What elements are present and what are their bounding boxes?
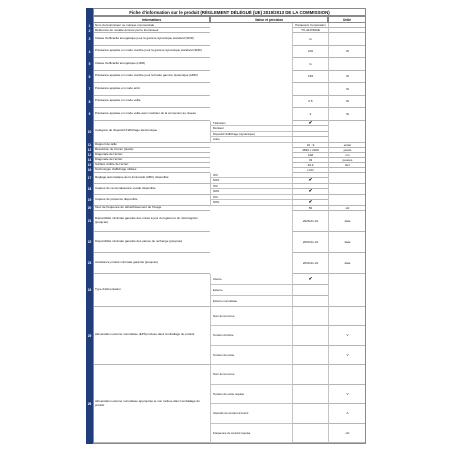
row-value: 2030-01-31 xyxy=(292,232,328,253)
row-label: Alimentation externe normalisée appropriée et non incluse dans l'emballage du produit xyxy=(93,365,210,443)
table-row xyxy=(88,58,366,71)
table-row xyxy=(88,33,366,46)
row-unit xyxy=(328,184,366,195)
row-label: Assistance produit minimale garantie (jusqu'au) xyxy=(93,253,210,274)
eps-parameter: Fréquence du courant requise xyxy=(210,424,292,444)
row-value: 108 xyxy=(292,153,328,158)
row-number: 21 xyxy=(86,211,93,232)
row-unit: cm xyxy=(328,153,366,158)
checkmark-icon: ✔ xyxy=(292,121,328,127)
table-row xyxy=(87,172,366,184)
row-number: 19 xyxy=(86,195,93,206)
row-number: 14 xyxy=(87,158,92,162)
row-label: Classe d'efficacité énergétique pour la gamme dynamique standard (SDR) xyxy=(93,33,210,46)
row-value: 2 xyxy=(292,108,328,121)
power-check xyxy=(292,296,328,307)
row-number: 5 xyxy=(86,58,93,71)
row-number: 4 xyxy=(86,46,93,59)
checkmark-icon: ✔ xyxy=(292,274,328,285)
row-number: 15 xyxy=(87,163,92,167)
eps-parameter: Nom de la norme xyxy=(210,307,292,327)
row-unit: W xyxy=(328,46,366,59)
row-value: 3840 x 2160 xyxy=(292,148,328,153)
row-label: Puissance appelée en mode marche pour la haute gamme dynamique (HDR) xyxy=(93,71,210,84)
eps-unit xyxy=(328,365,366,385)
eps-unit: A xyxy=(328,404,366,424)
yes-no-option: OUI xyxy=(210,195,292,201)
row-unit: pouces xyxy=(328,158,366,163)
row-number: 25 xyxy=(86,307,93,366)
table-row xyxy=(88,108,366,121)
row-label: Résolution de l'écran (pixels) xyxy=(93,148,210,153)
eps-unit xyxy=(328,307,366,327)
row-unit xyxy=(328,195,366,206)
yes-no-option: NON xyxy=(210,200,292,206)
row-unit: pixels xyxy=(328,148,366,153)
row-unit: date xyxy=(328,211,366,232)
row-label: Catégorie de dispositif d'affichage électronique xyxy=(93,121,210,143)
row-unit xyxy=(328,121,366,143)
row-value: 16 : 9 xyxy=(292,143,328,148)
row-unit: Hz xyxy=(328,206,366,211)
row-number: 18 xyxy=(86,184,93,195)
information-table xyxy=(87,16,366,444)
row-unit xyxy=(328,33,366,46)
yes-no-option: OUI xyxy=(210,184,292,190)
row-label: Disponibilité minimale garantie des mises à jour du logiciel et du micrologiciel (jusqu'au) xyxy=(93,211,210,232)
eps-unit: Hz xyxy=(328,424,366,444)
eps-parameter: Intensité du courant à fournir xyxy=(210,404,292,424)
row-unit: W xyxy=(328,71,366,84)
table-row xyxy=(87,253,366,274)
row-unit xyxy=(328,58,366,71)
eps-value xyxy=(292,326,328,346)
row-value: 50 xyxy=(292,206,328,211)
eps-value xyxy=(292,404,328,424)
eps-parameter: Nom de la norme xyxy=(210,365,292,385)
eps-unit: V xyxy=(328,385,366,405)
row-unit: date xyxy=(328,253,366,274)
row-number: 12 xyxy=(87,148,92,152)
row-number: 1 xyxy=(86,23,93,28)
eps-value xyxy=(292,365,328,385)
table-row xyxy=(87,119,366,143)
row-value: G xyxy=(292,58,328,71)
table-row xyxy=(87,211,366,232)
eps-unit: V xyxy=(328,326,366,346)
row-label: Puissance appelée en mode veille avec maintien de la connexion au réseau xyxy=(93,108,210,121)
row-label: Capteur de reconnaissance vocale disponible xyxy=(93,184,210,195)
row-number: 22 xyxy=(86,232,93,253)
row-unit: date xyxy=(328,232,366,253)
row-number: 3 xyxy=(86,33,93,46)
row-value: 0.5 xyxy=(292,96,328,109)
row-number: 20 xyxy=(87,206,92,210)
row-number: 10 xyxy=(86,121,93,143)
row-number: 7 xyxy=(86,83,93,96)
row-value xyxy=(292,83,328,96)
row-label: Alimentation externe normalisée (EPS) incluse dans l'emballage du produit xyxy=(93,307,210,366)
eps-parameter: Tension de sortie requise xyxy=(210,385,292,405)
eps-parameter: Tension d'entrée xyxy=(210,326,292,346)
row-number: 8 xyxy=(86,96,93,109)
checkmark-icon: ✔ xyxy=(292,178,328,184)
row-label: Nom du fournisseur ou marque commerciale xyxy=(93,23,210,28)
row-unit: W xyxy=(328,96,366,109)
row-label: Disponibilité minimale garantie des pièces de rechange (jusqu'au) xyxy=(93,232,210,253)
table-row xyxy=(87,194,366,206)
eps-parameter: Tension de sortie xyxy=(210,346,292,366)
table-row xyxy=(88,46,366,59)
eps-value xyxy=(292,424,328,444)
row-number: 24 xyxy=(86,274,93,307)
row-number: 11 xyxy=(87,143,92,147)
yes-no-option: NON xyxy=(210,189,292,195)
row-number: 26 xyxy=(86,365,93,443)
table-row xyxy=(87,307,366,366)
yes-no-option: NON xyxy=(210,178,292,184)
column-header-information: Informations xyxy=(93,16,210,23)
power-option: Externe normalisée xyxy=(210,296,292,307)
row-number: 6 xyxy=(86,71,93,84)
table-row xyxy=(88,71,366,84)
power-option: Externe xyxy=(210,285,292,296)
table-row xyxy=(88,83,366,96)
row-value: 43 xyxy=(292,158,328,163)
row-label: Rapport de taille xyxy=(93,143,210,148)
row-label: Type d'alimentation xyxy=(93,274,210,307)
row-number: 23 xyxy=(86,253,93,274)
table-row xyxy=(87,183,366,195)
eps-unit: V xyxy=(328,346,366,366)
row-label: Surface visible de l'écran xyxy=(93,163,210,168)
row-number: 16 xyxy=(87,168,92,172)
eps-value xyxy=(292,307,328,327)
row-label: Technologie d'affichage utilisée xyxy=(93,168,210,173)
table-row xyxy=(87,274,366,307)
table-row xyxy=(87,232,366,253)
row-label: Diagonale de l'écran xyxy=(93,153,210,158)
row-value: TX-43JX810E xyxy=(292,28,328,33)
row-label: Puissance appelée en mode veille xyxy=(93,96,210,109)
row-value: 49.2 xyxy=(292,163,328,168)
product-information-sheet xyxy=(86,8,366,444)
row-label: Capteur de présence disponible xyxy=(93,195,210,206)
category-option: Dispositif d'affichage (dynamique) xyxy=(210,132,292,138)
row-value: G xyxy=(292,33,328,46)
row-unit: dm² xyxy=(328,163,366,168)
table-row xyxy=(88,96,366,109)
row-label: Diagonale de l'écran xyxy=(93,158,210,163)
row-unit: entier xyxy=(328,143,366,148)
row-unit: W xyxy=(328,108,366,121)
row-label: Puissance appelée en mode marche pour la gamme dynamique standard (SDR) xyxy=(93,46,210,59)
document-title: Fiche d'information sur le produit (RÈGLEMENT DÉLÉGUÉ (UE) 2019/2013 DE LA COMMISSION) xyxy=(93,8,366,16)
column-header-unit: Unité xyxy=(328,16,366,23)
row-value: Panasonic Corporation xyxy=(292,23,328,28)
row-label: Taux de fréquence de rafraîchissement de l'image xyxy=(93,206,210,211)
row-value: 2028-01-31 xyxy=(292,211,328,232)
row-value: 2030-01-31 xyxy=(292,253,328,274)
row-number: 17 xyxy=(86,173,93,184)
row-label: Réglage automatique de la luminosité (ABC) disponible xyxy=(93,173,210,184)
category-option: Télévision xyxy=(210,121,292,127)
row-unit xyxy=(328,274,366,307)
row-label: Puissance appelée en mode arrêt xyxy=(93,83,210,96)
row-value: 199 xyxy=(292,71,328,84)
column-header-value: Valeur et précision xyxy=(210,16,328,23)
row-unit xyxy=(328,173,366,184)
row-unit: W xyxy=(328,83,366,96)
checkmark-icon: ✔ xyxy=(292,189,328,195)
row-number: 13 xyxy=(87,153,92,157)
eps-value xyxy=(292,346,328,366)
row-label: Référence du modèle donnée par le fournisseur xyxy=(93,28,210,33)
row-value: LCD xyxy=(292,168,328,173)
category-option: Autre xyxy=(210,137,292,143)
row-value: 100 xyxy=(292,46,328,59)
yes-no-option: OUI xyxy=(210,173,292,179)
checkmark-icon: ✔ xyxy=(292,200,328,206)
power-check xyxy=(292,285,328,296)
eps-value xyxy=(292,385,328,405)
power-option: Interne xyxy=(210,274,292,285)
row-number: 9 xyxy=(86,108,93,121)
table-row xyxy=(87,365,366,443)
row-label: Classe d'efficacité énergétique (HDR) xyxy=(93,58,210,71)
row-number: 2 xyxy=(86,28,93,33)
category-option: Moniteur xyxy=(210,126,292,132)
